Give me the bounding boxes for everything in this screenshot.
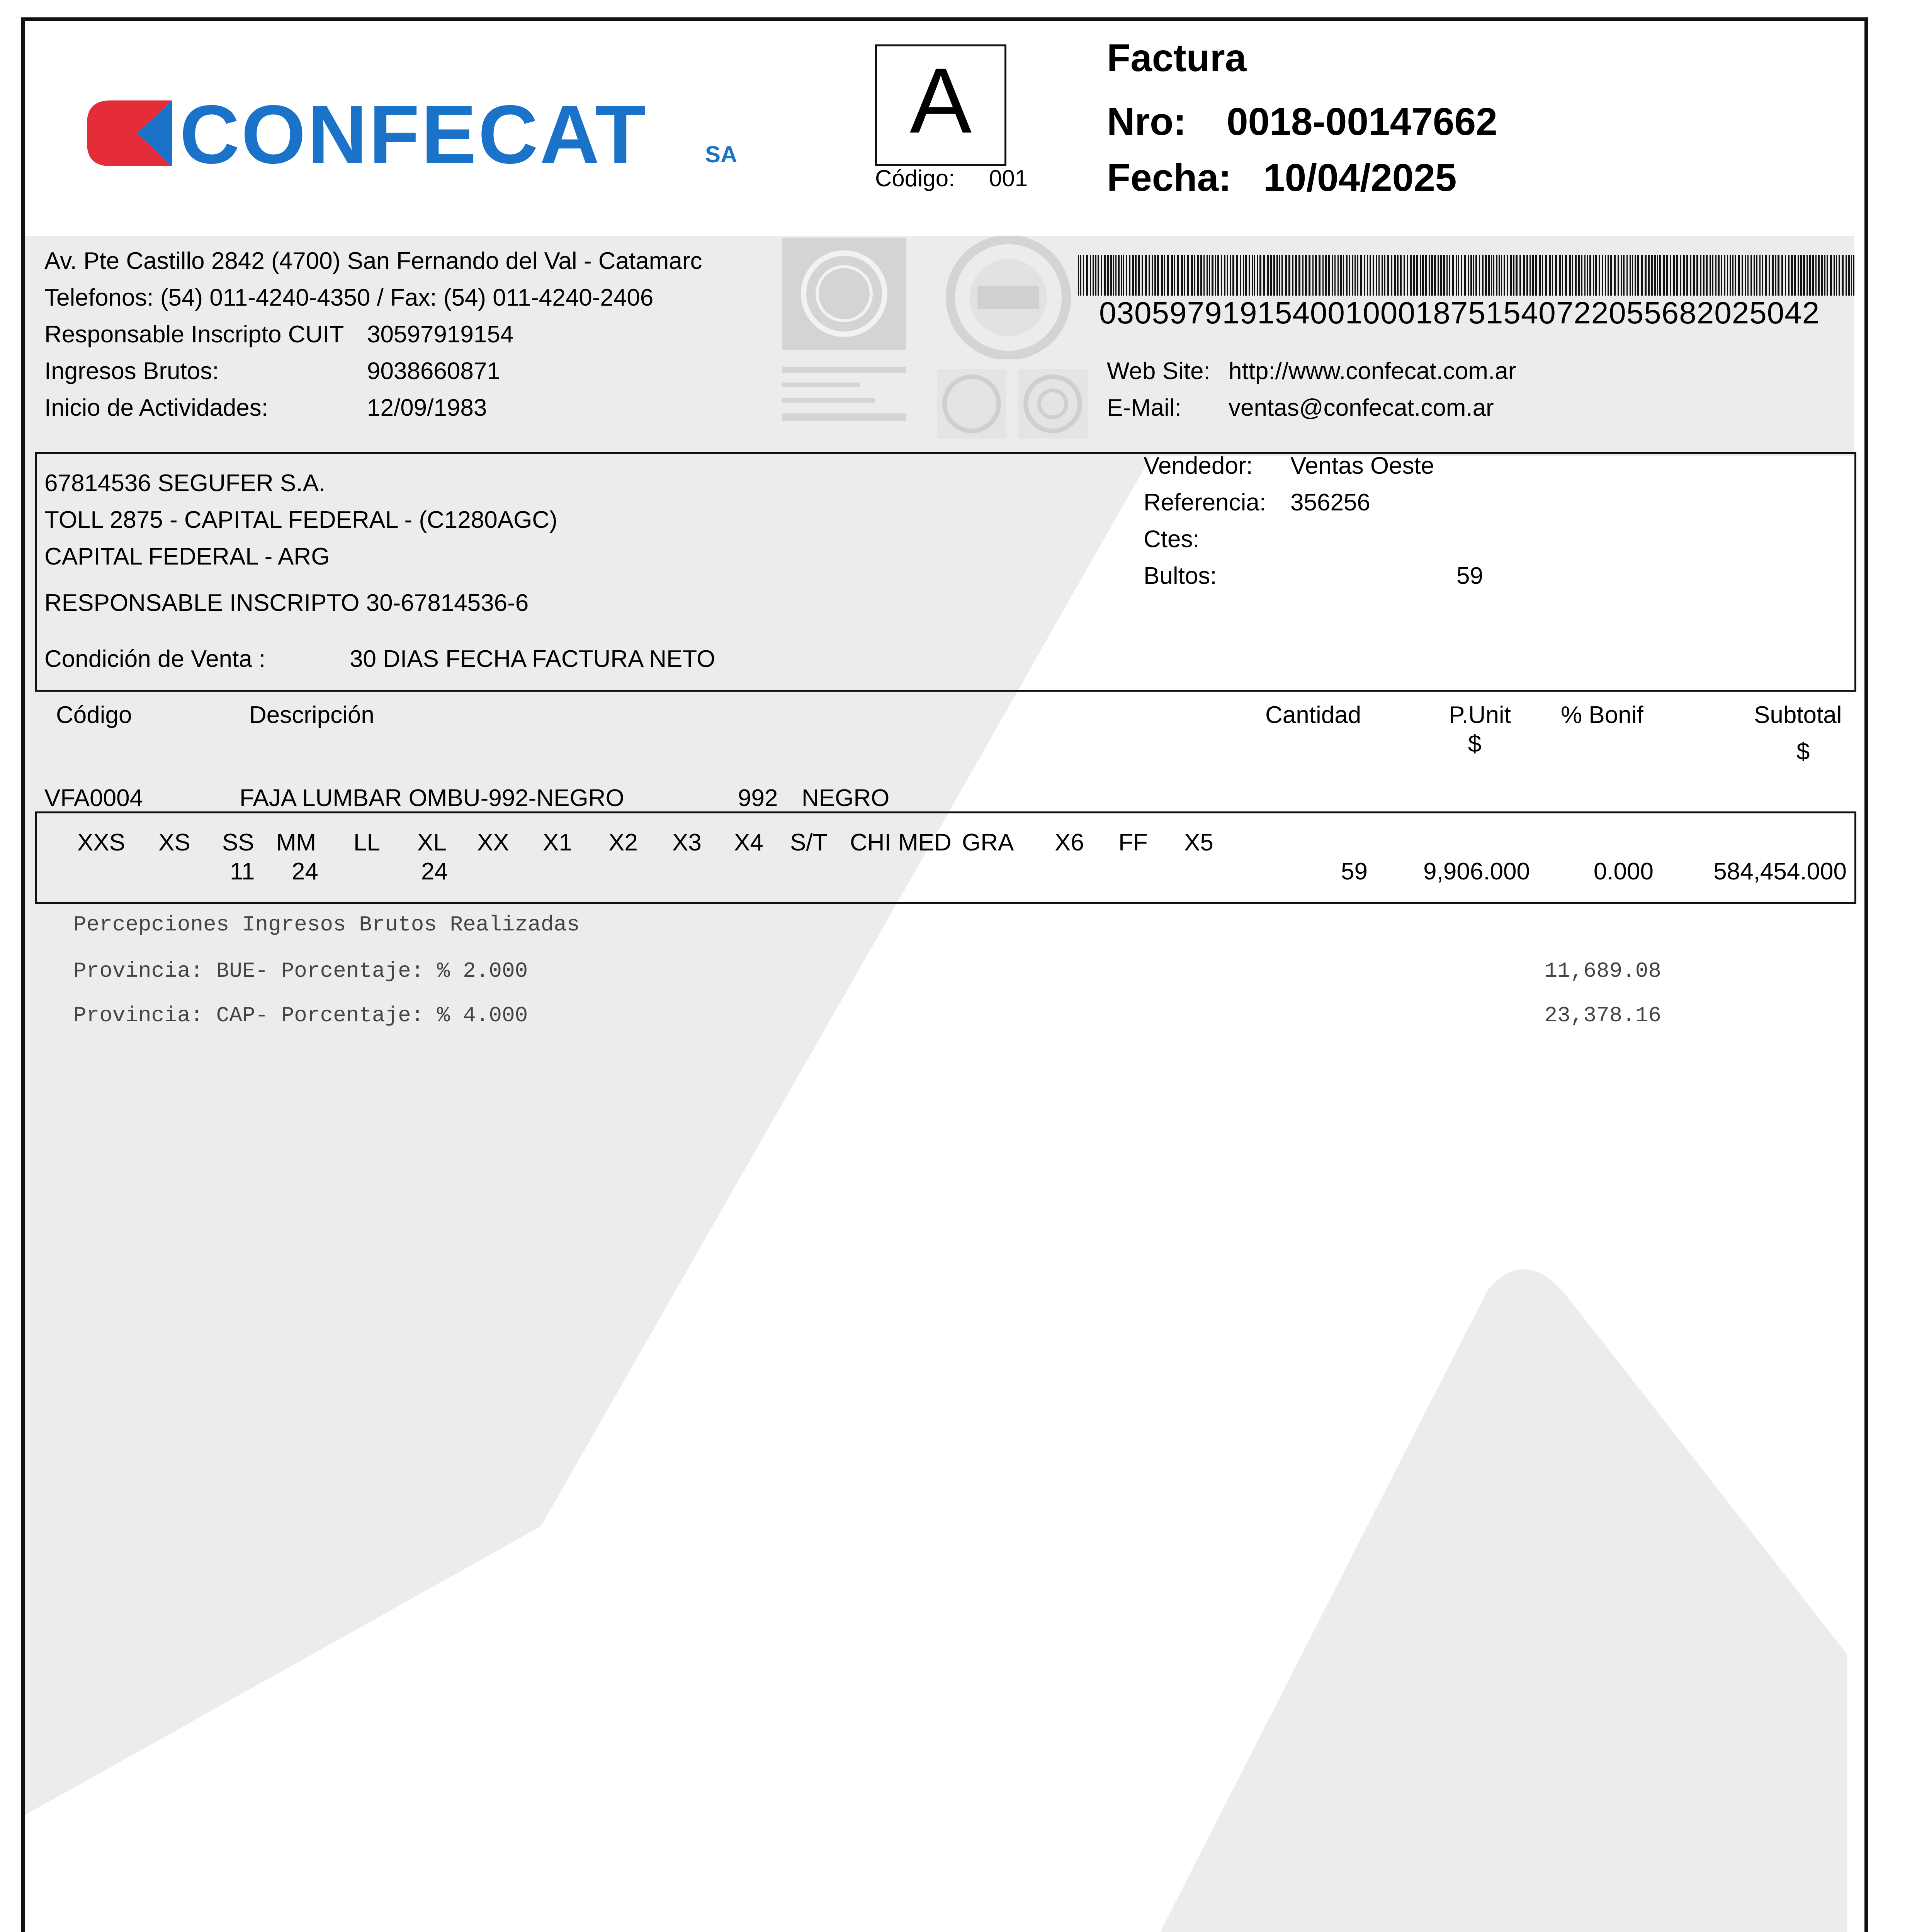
size-label: MED xyxy=(898,829,952,856)
referencia-label: Referencia: xyxy=(1144,489,1266,516)
item-description: FAJA LUMBAR OMBU-992-NEGRO xyxy=(240,785,624,811)
size-label: FF xyxy=(1118,829,1148,856)
size-label: XL xyxy=(417,829,447,856)
size-label: X1 xyxy=(543,829,572,856)
referencia-value: 356256 xyxy=(1290,489,1370,516)
size-qty-mm: 24 xyxy=(292,858,318,885)
quality-seal-2-icon xyxy=(1016,367,1089,440)
size-list xyxy=(0,831,1236,858)
company-inicio-label: Inicio de Actividades: xyxy=(44,395,269,421)
condicion-value: 30 DIAS FECHA FACTURA NETO xyxy=(350,646,715,672)
logo-mark-icon xyxy=(83,97,172,170)
ctes-label: Ctes: xyxy=(1144,526,1200,553)
barcode xyxy=(1078,255,1854,296)
codigo-label: Código: xyxy=(875,165,955,191)
company-cuit-label: Responsable Inscripto CUIT xyxy=(44,321,344,348)
bultos-value: 59 xyxy=(1456,563,1483,589)
quality-seal-1-icon xyxy=(935,367,1008,440)
items-header-codigo: Código xyxy=(56,702,132,728)
company-web-value: http://www.confecat.com.ar xyxy=(1229,358,1516,384)
iqnet-seal-icon xyxy=(943,236,1074,359)
company-phones: Telefonos: (54) 011-4240-4350 / Fax: (54) 011-4240-2406 xyxy=(44,284,654,311)
company-email-value: ventas@confecat.com.ar xyxy=(1229,395,1494,421)
size-label: CHI xyxy=(850,829,891,856)
customer-line2: TOLL 2875 - CAPITAL FEDERAL - (C1280AGC) xyxy=(44,507,557,533)
perception-row-2-amount: 23,378.16 xyxy=(1544,1003,1661,1028)
customer-line1: 67814536 SEGUFER S.A. xyxy=(44,470,326,497)
size-qty-xl: 24 xyxy=(421,858,448,885)
item-cantidad: 59 xyxy=(1341,858,1368,885)
size-label: GRA xyxy=(962,829,1014,856)
invoice-nro-value: 0018-00147662 xyxy=(1227,100,1497,143)
size-label: X2 xyxy=(608,829,638,856)
company-email-label: E-Mail: xyxy=(1107,395,1181,421)
size-label: XS xyxy=(158,829,190,856)
items-header-descripcion: Descripción xyxy=(249,702,374,728)
size-label: S/T xyxy=(790,829,828,856)
company-logo xyxy=(83,88,740,181)
invoice-fecha-value: 10/04/2025 xyxy=(1263,156,1457,199)
items-header-subtotal: Subtotal xyxy=(1754,702,1842,728)
perceptions-title: Percepciones Ingresos Brutos Realizadas xyxy=(73,912,580,937)
item-variant-code: 992 xyxy=(738,785,778,811)
company-iibb-value: 9038660871 xyxy=(367,358,500,384)
iram-seal-icon xyxy=(780,236,908,437)
item-variant-color: NEGRO xyxy=(802,785,890,811)
item-subtotal: 584,454.000 xyxy=(1713,858,1847,885)
invoice-title: Factura xyxy=(1107,36,1247,80)
vendedor-label: Vendedor: xyxy=(1144,452,1253,479)
size-label: SS xyxy=(222,829,254,856)
item-punit: 9,906.000 xyxy=(1423,858,1530,885)
customer-iva: RESPONSABLE INSCRIPTO 30-67814536-6 xyxy=(44,590,529,616)
company-iibb-label: Ingresos Brutos: xyxy=(44,358,219,384)
logo-suffix: SA xyxy=(705,141,738,167)
items-header-cantidad: Cantidad xyxy=(1265,702,1361,728)
perception-row-1-amount: 11,689.08 xyxy=(1544,959,1661,983)
size-label: X3 xyxy=(672,829,702,856)
size-label: MM xyxy=(276,829,316,856)
item-code: VFA0004 xyxy=(44,785,143,811)
bultos-label: Bultos: xyxy=(1144,563,1217,589)
items-header-punit-cur: $ xyxy=(1468,731,1482,757)
size-label: X4 xyxy=(734,829,763,856)
items-header-punit: P.Unit xyxy=(1449,702,1511,728)
barcode-number: 03059791915400100018751540722055682025042 xyxy=(1099,296,1820,330)
invoice-fecha-label: Fecha: xyxy=(1107,156,1232,199)
size-label: LL xyxy=(353,829,380,856)
company-web-label: Web Site: xyxy=(1107,358,1210,384)
invoice-letter: A xyxy=(909,49,972,152)
logo-text: CONFECAT xyxy=(180,88,647,181)
size-label: XX xyxy=(477,829,509,856)
perception-row-2-label: Provincia: CAP- Porcentaje: % 4.000 xyxy=(73,1003,528,1028)
item-bonif: 0.000 xyxy=(1593,858,1654,885)
items-header-subtotal-cur: $ xyxy=(1796,738,1810,765)
size-label: X6 xyxy=(1055,829,1084,856)
size-qty-ss: 11 xyxy=(230,858,255,885)
size-box xyxy=(35,811,1856,904)
vendedor-value: Ventas Oeste xyxy=(1290,452,1434,479)
items-header-bonif: % Bonif xyxy=(1561,702,1643,728)
company-cuit-value: 30597919154 xyxy=(367,321,514,348)
invoice-nro-label: Nro: xyxy=(1107,100,1186,143)
customer-line3: CAPITAL FEDERAL - ARG xyxy=(44,543,330,570)
company-inicio-value: 12/09/1983 xyxy=(367,395,487,421)
company-address: Av. Pte Castillo 2842 (4700) San Fernando del Val - Catamarc xyxy=(44,248,702,274)
codigo-value: 001 xyxy=(989,165,1028,191)
condicion-label: Condición de Venta : xyxy=(44,646,266,672)
size-label: X5 xyxy=(1184,829,1213,856)
perception-row-1-label: Provincia: BUE- Porcentaje: % 2.000 xyxy=(73,959,528,983)
size-label: XXS xyxy=(77,829,126,856)
